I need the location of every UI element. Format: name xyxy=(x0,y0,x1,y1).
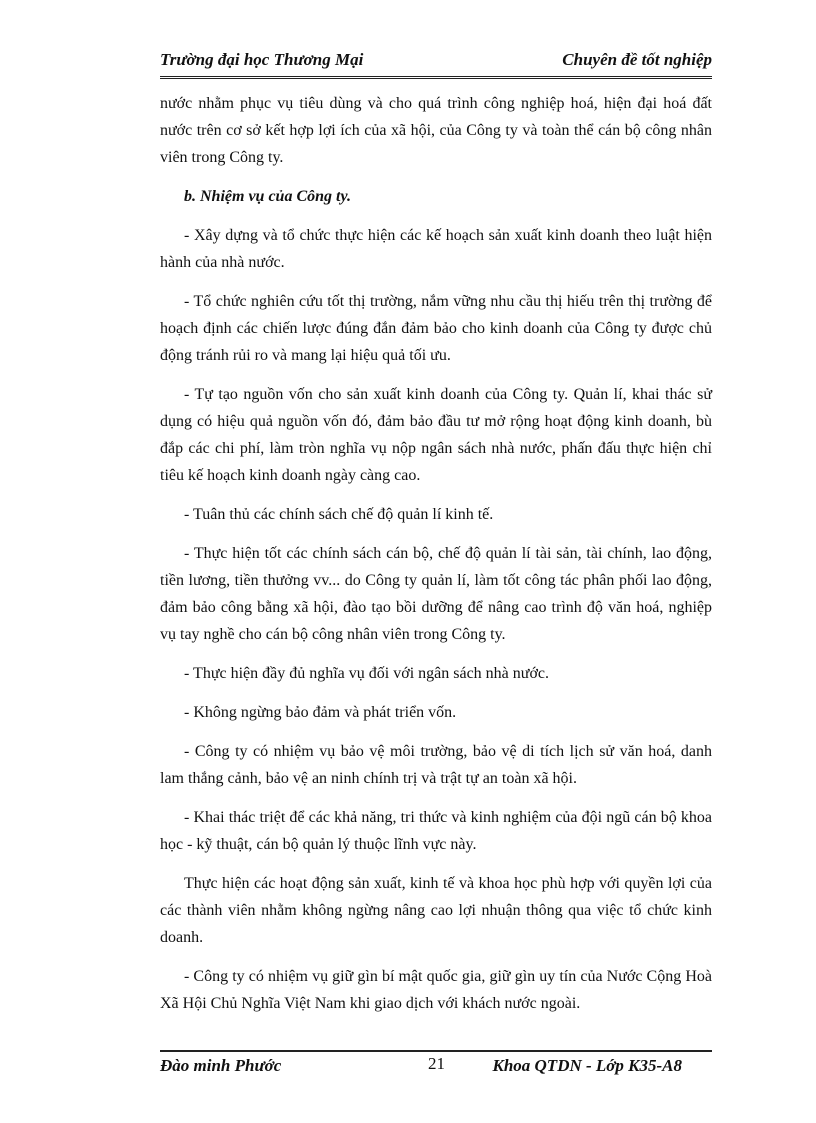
task-paragraph-4: - Tuân thủ các chính sách chế độ quản lí kinh tế. xyxy=(184,506,494,523)
task-paragraph-2: - Tổ chức nghiên cứu tốt thị trường, nắm vững nhu cầu thị hiếu trên thị trường để hoạch định các chiến lược đúng đắn đảm bảo cho kinh doanh của Công ty được chủ động tránh rủi ro và mang lại hiệu quả tối ưu. xyxy=(160,293,712,364)
intro-paragraph: nước nhằm phục vụ tiêu dùng và cho quá trình công nghiệp hoá, hiện đại hoá đất nước trên cơ sở kết hợp lợi ích của xã hội, của Công ty và toàn thể cán bộ công nhân viên trong Công ty. xyxy=(160,95,712,166)
page-number: 21 xyxy=(428,1054,445,1073)
task-paragraph-9: - Khai thác triệt để các khả năng, tri thức và kinh nghiệm của đội ngũ cán bộ khoa học - kỹ thuật, cán bộ quản lý thuộc lĩnh vực này. xyxy=(160,809,712,853)
header-school: Trường đại học Thương Mại xyxy=(160,50,364,69)
task-paragraph-10: Thực hiện các hoạt động sản xuất, kinh tế và khoa học phù hợp với quyền lợi của các thành viên nhằm không ngừng nâng cao lợi nhuận thông qua việc tổ chức kinh doanh. xyxy=(160,875,712,946)
task-paragraph-3: - Tự tạo nguồn vốn cho sản xuất kinh doanh của Công ty. Quản lí, khai thác sử dụng có hiệu quả nguồn vốn đó, đảm bảo đầu tư mở rộng hoạt động kinh doanh, bù đắp các chi phí, làm tròn nghĩa vụ nộp ngân sách nhà nước, phấn đấu thực hiện chỉ tiêu kế hoạch kinh doanh ngày càng cao. xyxy=(160,386,712,484)
task-paragraph-8: - Công ty có nhiệm vụ bảo vệ môi trường, bảo vệ di tích lịch sử văn hoá, danh lam thắng cảnh, bảo vệ an ninh chính trị và trật tự an toàn xã hội. xyxy=(160,743,712,787)
header-document-type: Chuyên đề tốt nghiệp xyxy=(562,50,712,69)
page-header xyxy=(160,46,712,79)
task-paragraph-6: - Thực hiện đầy đủ nghĩa vụ đối với ngân sách nhà nước. xyxy=(184,665,549,682)
page-footer xyxy=(160,1050,712,1080)
task-paragraph-11: - Công ty có nhiệm vụ giữ gìn bí mật quốc gia, giữ gìn uy tín của Nước Cộng Hoà Xã Hội Chủ Nghĩa Việt Nam khi giao dịch với khách nước ngoài. xyxy=(160,968,712,1012)
footer-author: Đào minh Phước xyxy=(160,1056,282,1075)
task-paragraph-1: - Xây dựng và tổ chức thực hiện các kế hoạch sản xuất kinh doanh theo luật hiện hành của nhà nước. xyxy=(160,227,712,271)
page-content xyxy=(160,90,712,1029)
task-paragraph-5: - Thực hiện tốt các chính sách cán bộ, chế độ quản lí tài sản, tài chính, lao động, tiền lương, tiền thưởng vv... do Công ty quản lí, làm tốt công tác phân phối lao động, đảm bảo công bằng xã hội, đào tạo bồi dưỡng để nâng cao trình độ văn hoá, nghiệp vụ tay nghề cho cán bộ công nhân viên trong Công ty. xyxy=(160,545,712,643)
footer-class: Khoa QTDN - Lớp K35-A8 xyxy=(492,1056,682,1075)
section-heading: b. Nhiệm vụ của Công ty. xyxy=(184,188,351,205)
task-paragraph-7: - Không ngừng bảo đảm và phát triển vốn. xyxy=(184,704,457,721)
